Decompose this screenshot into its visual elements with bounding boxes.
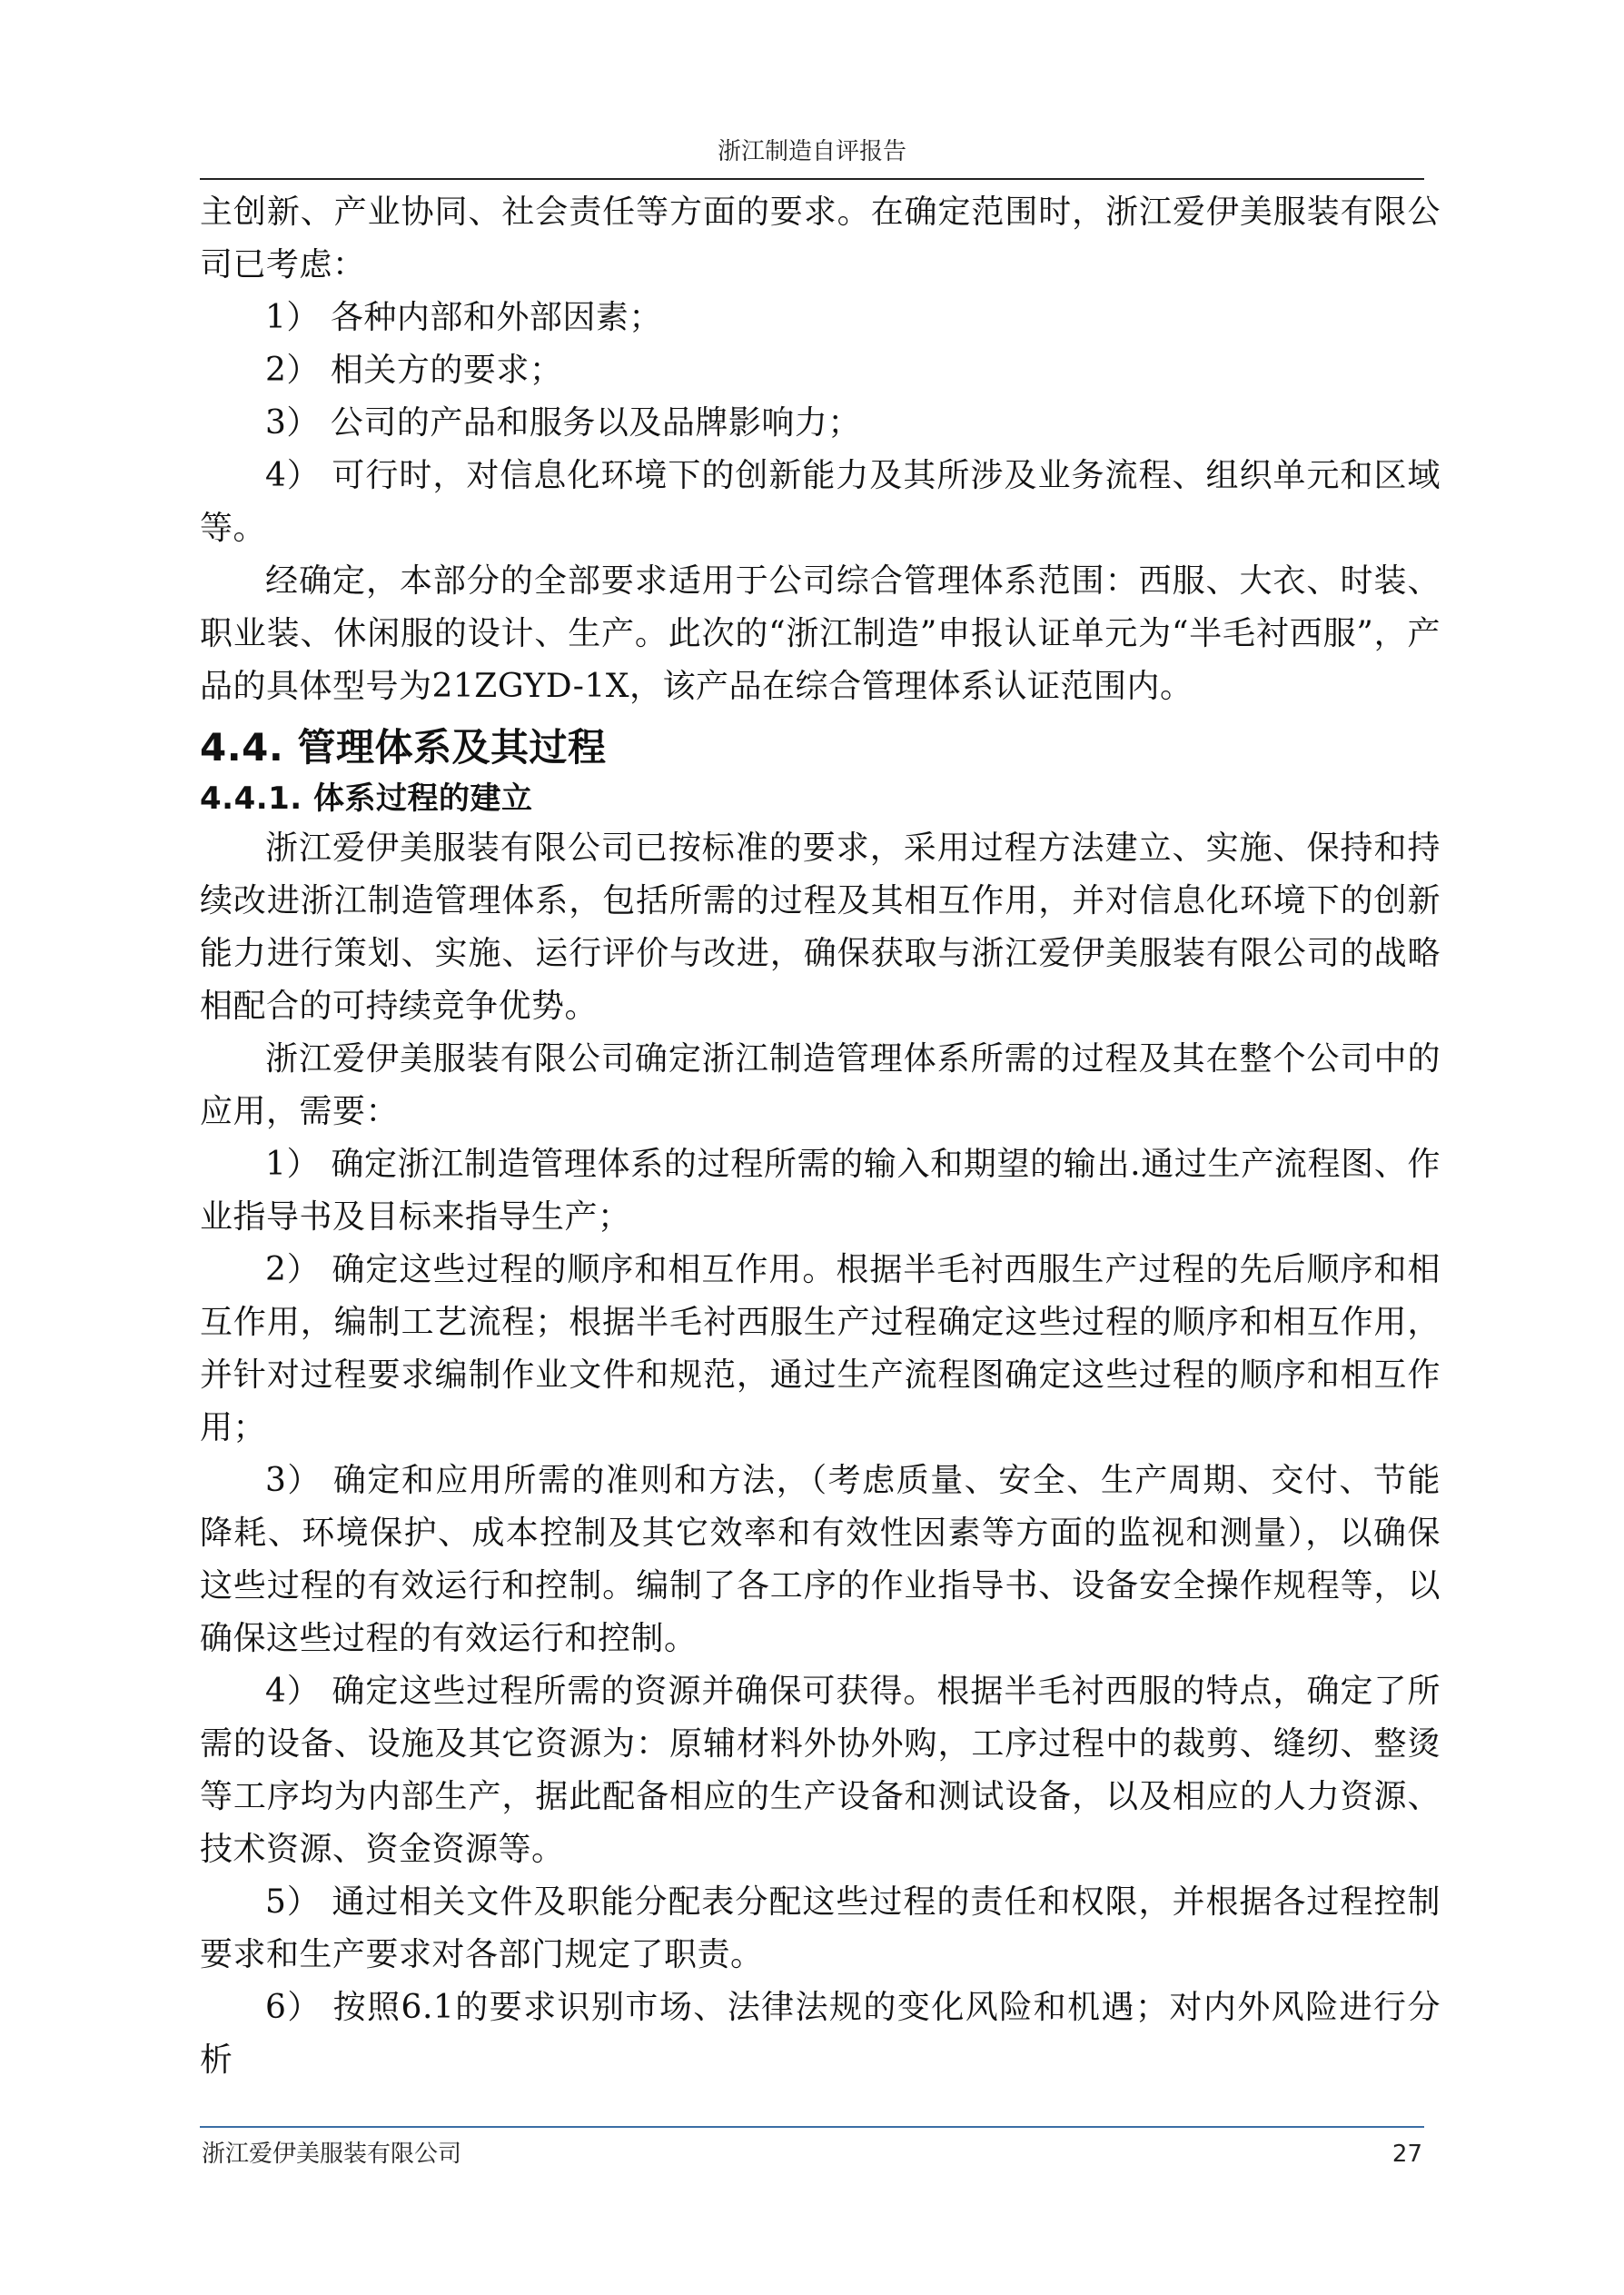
list-item-process-2: 2） 确定这些过程的顺序和相互作用。根据半毛衬西服生产过程的先后顺序和相互作用，编制工艺流程；根据半毛衬西服生产过程确定这些过程的顺序和相互作用，并针对过程要求编制作业文件和规范，通过生产流程图确定这些过程的顺序和相互作用； <box>200 1251 1441 1446</box>
body-paragraph-3: 浙江爱伊美服装有限公司已按标准的要求，采用过程方法建立、实施、保持和持续改进浙江制造管理体系，包括所需的过程及其相互作用，并对信息化环境下的创新能力进行策划、实施、运行评价与改进，确保获取与浙江爱伊美服装有限公司的战略相配合的可持续竞争优势。 <box>200 830 1441 1025</box>
list-item-scope-4: 4） 可行时，对信息化环境下的创新能力及其所涉及业务流程、组织单元和区域等。 <box>200 457 1441 547</box>
list-item-process-4: 4） 确定这些过程所需的资源并确保可获得。根据半毛衬西服的特点，确定了所需的设备、设施及其它资源为：原辅材料外协外购，工序过程中的裁剪、缝纫、整烫等工序均为内部生产，据此配备相应的生产设备和测试设备，以及相应的人力资源、技术资源、资金资源等。 <box>200 1673 1441 1868</box>
list-item-process-5: 5） 通过相关文件及职能分配表分配这些过程的责任和权限，并根据各过程控制要求和生产要求对各部门规定了职责。 <box>200 1883 1441 1973</box>
footer-divider <box>200 2126 1424 2128</box>
document-body <box>200 186 1441 2087</box>
body-paragraph-4: 浙江爱伊美服装有限公司确定浙江制造管理体系所需的过程及其在整个公司中的应用，需要： <box>200 1040 1441 1130</box>
header-divider <box>200 178 1424 180</box>
list-item-scope-3: 3） 公司的产品和服务以及品牌影响力； <box>265 404 861 442</box>
body-paragraph-2: 经确定，本部分的全部要求适用于公司综合管理体系范围：西服、大衣、时装、职业装、休闲服的设计、生产。此次的“浙江制造”申报认证单元为“半毛衬西服”，产品的具体型号为21ZGYD-1X，该产品在综合管理体系认证范围内。 <box>200 562 1441 705</box>
list-item-scope-1: 1） 各种内部和外部因素； <box>265 299 662 336</box>
list-item-process-1: 1） 确定浙江制造管理体系的过程所需的输入和期望的输出.通过生产流程图、作业指导书及目标来指导生产； <box>200 1146 1441 1236</box>
body-paragraph-1: 主创新、产业协同、社会责任等方面的要求。在确定范围时，浙江爱伊美服装有限公司已考虑： <box>200 194 1441 283</box>
section-heading: 4.4. 管理体系及其过程 <box>200 725 607 770</box>
list-item-process-6: 6） 按照6.1的要求识别市场、法律法规的变化风险和机遇；对内外风险进行分析 <box>200 1989 1441 2079</box>
page-header-title: 浙江制造自评报告 <box>717 138 906 165</box>
subsection-heading: 4.4.1. 体系过程的建立 <box>200 780 533 817</box>
list-item-process-3: 3） 确定和应用所需的准则和方法，（考虑质量、安全、生产周期、交付、节能降耗、环境保护、成本控制及其它效率和有效性因素等方面的监视和测量），以确保这些过程的有效运行和控制。编制了各工序的作业指导书、设备安全操作规程等，以确保这些过程的有效运行和控制。 <box>200 1462 1441 1657</box>
footer-company-name: 浙江爱伊美服装有限公司 <box>202 2141 462 2168</box>
page-number: 27 <box>1391 2141 1422 2168</box>
list-item-scope-2: 2） 相关方的要求； <box>265 352 563 389</box>
